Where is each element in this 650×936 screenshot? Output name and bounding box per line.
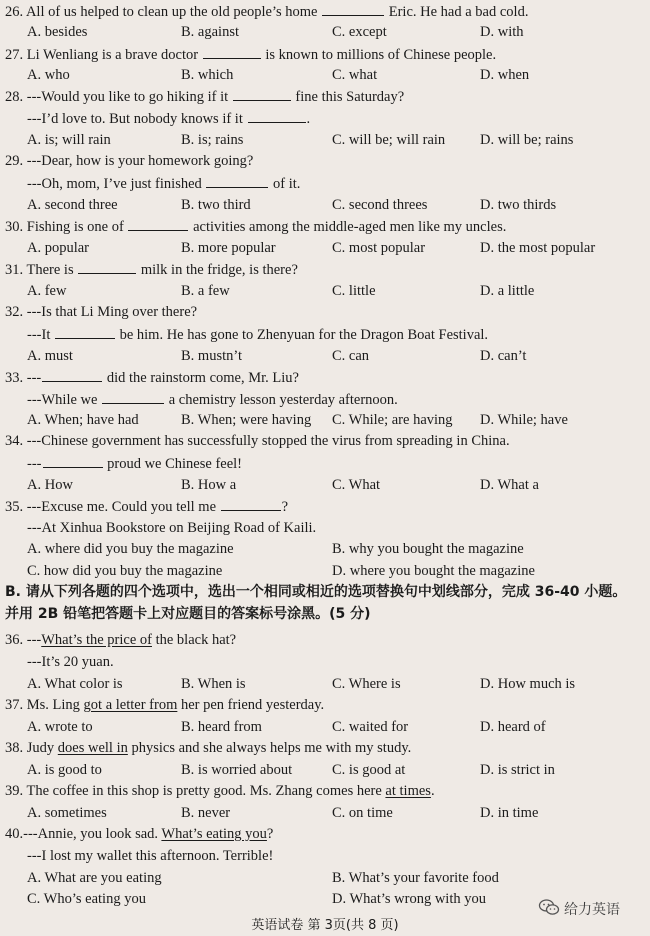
question-28-options bbox=[27, 130, 644, 150]
question-34-line-2 bbox=[27, 453, 644, 474]
option-b: B. why you bought the magazine bbox=[332, 541, 524, 557]
q33-line2-post: a chemistry lesson yesterday afternoon. bbox=[168, 392, 398, 408]
option-c: C. Where is bbox=[332, 676, 401, 692]
option-d: D. a little bbox=[480, 283, 535, 299]
answer-blank bbox=[43, 453, 103, 468]
question-38-options bbox=[27, 760, 644, 780]
page-footer: 英语试卷 第 3页(共 8 页) bbox=[251, 918, 399, 933]
option-b: B. heard from bbox=[181, 719, 262, 735]
section-b-instruction-line-2: 并用 2B 铅笔把答题卡上对应题目的答案标号涂黑。(5 分) bbox=[5, 606, 371, 622]
question-36-line-1 bbox=[5, 630, 644, 650]
q26-stem-post: Eric. He had a bad cold. bbox=[388, 4, 529, 20]
q31-stem-post: milk in the fridge, is there? bbox=[140, 262, 298, 278]
question-27-options bbox=[27, 65, 644, 85]
option-d: D. in time bbox=[480, 805, 539, 821]
option-d: D. will be; rains bbox=[480, 132, 574, 148]
q33-line1-pre: 33. --- bbox=[5, 370, 42, 386]
q34-line2-post: proud we Chinese feel! bbox=[107, 456, 243, 472]
q29-line2-post: of it. bbox=[273, 176, 301, 192]
option-a: A. wrote to bbox=[27, 719, 93, 735]
option-a: A. must bbox=[27, 348, 73, 364]
q32-line2-post: be him. He has gone to Zhenyuan for the Dragon Boat Festival. bbox=[119, 327, 489, 343]
option-b: B. against bbox=[181, 24, 239, 40]
q27-stem-pre: 27. Li Wenliang is a brave doctor bbox=[5, 47, 199, 63]
option-c: C. will be; will rain bbox=[332, 132, 446, 148]
q36-line1-post: the black hat? bbox=[151, 632, 237, 648]
question-26-stem bbox=[5, 1, 644, 22]
q32-line2-pre: ---It bbox=[27, 327, 51, 343]
question-29-line-2 bbox=[27, 173, 644, 194]
option-a: A. When; have had bbox=[27, 412, 139, 428]
section-b-instruction-line-1: B. 请从下列各题的四个选项中，选出一个相同或相近的选项替换句中划线部分，完成 36-40 小题。 bbox=[5, 584, 627, 600]
option-b: B. How a bbox=[181, 477, 237, 493]
q28-line1-post: fine this Saturday? bbox=[295, 89, 405, 105]
option-c: C. waited for bbox=[332, 719, 409, 735]
underlined-phrase: at times bbox=[385, 783, 431, 799]
option-c: C. While; are having bbox=[332, 412, 453, 428]
option-b: B. never bbox=[181, 805, 231, 821]
option-d: D. where you bought the magazine bbox=[332, 563, 535, 579]
answer-blank bbox=[322, 1, 384, 16]
q38-stem-post: physics and she always helps me with my study. bbox=[127, 740, 412, 756]
q34-line2-pre: --- bbox=[27, 456, 42, 472]
answer-blank bbox=[203, 44, 261, 59]
option-a: A. is; will rain bbox=[27, 132, 111, 148]
question-40-options-row-1 bbox=[27, 868, 644, 888]
q40-line1-pre: 40.---Annie, you look sad. bbox=[5, 826, 162, 842]
q39-stem-post: . bbox=[430, 783, 435, 799]
option-a: A. second three bbox=[27, 197, 118, 213]
question-35-options-row-1 bbox=[27, 539, 644, 559]
question-33-options bbox=[27, 410, 644, 430]
question-33-line-1 bbox=[5, 367, 644, 388]
question-35-line-1 bbox=[5, 496, 644, 517]
question-31-options bbox=[27, 281, 644, 301]
answer-blank bbox=[206, 173, 268, 188]
answer-blank bbox=[78, 259, 136, 274]
q31-stem-pre: 31. There is bbox=[5, 262, 74, 278]
option-b: B. mustn’t bbox=[181, 348, 242, 364]
q28-line1-pre: 28. ---Would you like to go hiking if it bbox=[5, 89, 229, 105]
option-a: A. few bbox=[27, 283, 67, 299]
q37-stem-post: her pen friend yesterday. bbox=[177, 697, 325, 713]
option-b: B. which bbox=[181, 67, 234, 83]
answer-blank bbox=[42, 367, 102, 382]
watermark-text: 给力英语 bbox=[564, 902, 620, 918]
question-33-line-2 bbox=[27, 389, 644, 410]
option-c: C. most popular bbox=[332, 240, 426, 256]
option-d: D. the most popular bbox=[480, 240, 596, 256]
option-b: B. more popular bbox=[181, 240, 276, 256]
q38-stem-pre: 38. Judy bbox=[5, 740, 58, 756]
question-32-options bbox=[27, 346, 644, 366]
question-35-options-row-2 bbox=[27, 561, 644, 581]
question-26-options bbox=[27, 22, 644, 42]
option-d: D. heard of bbox=[480, 719, 546, 735]
option-d: D. What a bbox=[480, 477, 539, 493]
underlined-phrase: What’s eating you bbox=[161, 826, 267, 842]
q28-line2-pre: ---I’d love to. But nobody knows if it bbox=[27, 111, 243, 127]
option-a: A. is good to bbox=[27, 762, 102, 778]
answer-blank bbox=[55, 324, 115, 339]
underlined-phrase: does well in bbox=[57, 740, 128, 756]
option-c: C. little bbox=[332, 283, 376, 299]
option-c: C. on time bbox=[332, 805, 393, 821]
option-a: A. popular bbox=[27, 240, 90, 256]
option-d: D. with bbox=[480, 24, 524, 40]
option-c: C. what bbox=[332, 67, 378, 83]
option-c: C. how did you buy the magazine bbox=[27, 563, 223, 579]
option-d: D. What’s wrong with you bbox=[332, 891, 486, 907]
question-36-options bbox=[27, 674, 644, 694]
question-40-line-1 bbox=[5, 824, 644, 844]
option-b: B. When is bbox=[181, 676, 246, 692]
question-29-line-1: 29. ---Dear, how is your homework going? bbox=[5, 153, 254, 169]
option-a: A. where did you buy the magazine bbox=[27, 541, 234, 557]
question-37-options bbox=[27, 717, 644, 737]
q36-line1-pre: 36. --- bbox=[5, 632, 42, 648]
question-27-stem bbox=[5, 44, 644, 65]
q30-stem-pre: 30. Fishing is one of bbox=[5, 219, 124, 235]
option-a: A. sometimes bbox=[27, 805, 107, 821]
question-40-line-2: ---I lost my wallet this afternoon. Terrible! bbox=[27, 848, 274, 864]
option-b: B. a few bbox=[181, 283, 230, 299]
option-d: D. How much is bbox=[480, 676, 576, 692]
option-c: C. Who’s eating you bbox=[27, 891, 146, 907]
q26-stem-pre: 26. All of us helped to clean up the old people’s home bbox=[5, 4, 318, 20]
option-b: B. is worried about bbox=[181, 762, 293, 778]
question-35-line-2: ---At Xinhua Bookstore on Beijing Road of Kaili. bbox=[27, 520, 317, 536]
q29-line2-pre: ---Oh, mom, I’ve just finished bbox=[27, 176, 202, 192]
option-a: A. How bbox=[27, 477, 73, 493]
q33-line2-pre: ---While we bbox=[27, 392, 98, 408]
option-a: A. besides bbox=[27, 24, 88, 40]
option-b: B. two third bbox=[181, 197, 251, 213]
option-b: B. is; rains bbox=[181, 132, 244, 148]
question-39-stem bbox=[5, 781, 644, 801]
answer-blank bbox=[102, 389, 164, 404]
q35-line1-post: ? bbox=[281, 499, 289, 515]
question-34-line-1: 34. ---Chinese government has successfully stopped the virus from spreading in China. bbox=[5, 433, 510, 449]
option-d: D. when bbox=[480, 67, 530, 83]
option-d: D. is strict in bbox=[480, 762, 555, 778]
option-c: C. What bbox=[332, 477, 381, 493]
underlined-phrase: What’s the price of bbox=[41, 632, 152, 648]
option-c: C. can bbox=[332, 348, 370, 364]
question-30-stem bbox=[5, 216, 644, 237]
question-28-line-1 bbox=[5, 86, 644, 107]
question-30-options bbox=[27, 238, 644, 258]
option-d: D. can’t bbox=[480, 348, 527, 364]
option-b: B. When; were having bbox=[181, 412, 312, 428]
q37-stem-pre: 37. Ms. Ling bbox=[5, 697, 84, 713]
question-28-line-2 bbox=[27, 108, 644, 129]
question-31-stem bbox=[5, 259, 644, 280]
q39-stem-pre: 39. The coffee in this shop is pretty good. Ms. Zhang comes here bbox=[5, 783, 386, 799]
q28-line2-post: . bbox=[306, 111, 311, 127]
option-b: B. What’s your favorite food bbox=[332, 870, 499, 886]
question-32-line-2 bbox=[27, 324, 644, 345]
answer-blank bbox=[233, 86, 291, 101]
answer-blank bbox=[248, 108, 306, 123]
question-36-line-2: ---It’s 20 yuan. bbox=[27, 654, 114, 670]
option-c: C. second threes bbox=[332, 197, 428, 213]
option-c: C. is good at bbox=[332, 762, 406, 778]
question-32-line-1: 32. ---Is that Li Ming over there? bbox=[5, 304, 198, 320]
question-29-options bbox=[27, 195, 644, 215]
q27-stem-post: is known to millions of Chinese people. bbox=[265, 47, 497, 63]
question-38-stem bbox=[5, 738, 644, 758]
q40-line1-post: ? bbox=[266, 826, 274, 842]
q30-stem-post: activities among the middle-aged men like my uncles. bbox=[193, 219, 507, 235]
option-a: A. who bbox=[27, 67, 70, 83]
option-d: D. While; have bbox=[480, 412, 568, 428]
option-c: C. except bbox=[332, 24, 387, 40]
answer-blank bbox=[221, 496, 281, 511]
question-34-options bbox=[27, 475, 644, 495]
q35-line1-pre: 35. ---Excuse me. Could you tell me bbox=[5, 499, 217, 515]
question-37-stem bbox=[5, 695, 644, 715]
question-39-options bbox=[27, 803, 644, 823]
q33-line1-post: did the rainstorm come, Mr. Liu? bbox=[106, 370, 299, 386]
underlined-phrase: got a letter from bbox=[83, 697, 178, 713]
option-a: A. What are you eating bbox=[27, 870, 162, 886]
option-a: A. What color is bbox=[27, 676, 123, 692]
option-d: D. two thirds bbox=[480, 197, 557, 213]
answer-blank bbox=[128, 216, 188, 231]
